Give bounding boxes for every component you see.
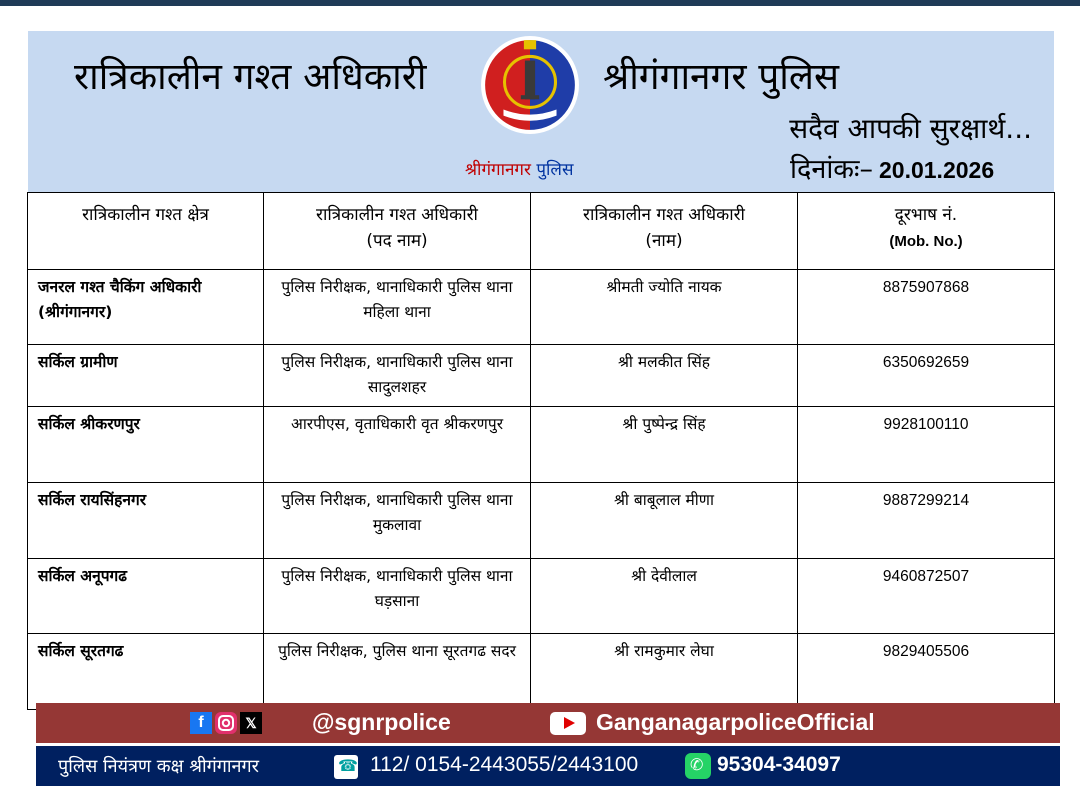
patrol-area-cell: सर्किल श्रीकरणपुर	[28, 407, 264, 483]
mobile-number-cell: 9928100110	[798, 407, 1055, 483]
mobile-number-cell: 9829405506	[798, 634, 1055, 710]
officer-post-cell: पुलिस निरीक्षक, थानाधिकारी पुलिस थाना महिला थाना	[264, 270, 531, 345]
top-border	[0, 0, 1080, 6]
mobile-number-cell: 9887299214	[798, 483, 1055, 559]
whatsapp-number: 95304-34097	[717, 753, 841, 776]
date-line	[790, 149, 994, 186]
officer-post-cell: पुलिस निरीक्षक, थानाधिकारी पुलिस थाना मुकलावा	[264, 483, 531, 559]
patrol-area-cell: सर्किल सूरतगढ	[28, 634, 264, 710]
patrol-area-cell: सर्किल अनूपगढ	[28, 559, 264, 634]
whatsapp-icon	[685, 753, 711, 779]
header-banner	[28, 31, 1054, 192]
patrol-area-cell: सर्किल रायसिंहनगर	[28, 483, 264, 559]
police-emblem-icon	[479, 34, 581, 136]
emblem-caption-blue: पुलिस	[536, 160, 574, 180]
officer-name-cell: श्री पुष्पेन्द्र सिंह	[531, 407, 798, 483]
youtube-channel-name[interactable]: GanganagarpoliceOfficial	[596, 709, 875, 735]
column-header: रात्रिकालीन गश्त क्षेत्र	[28, 193, 264, 270]
table-row	[28, 634, 1055, 710]
column-header: दूरभाष नं. (Mob. No.)	[798, 193, 1055, 270]
officer-post-cell: आरपीएस, वृताधिकारी वृत श्रीकरणपुर	[264, 407, 531, 483]
table-row	[28, 407, 1055, 483]
officer-name-cell: श्री देवीलाल	[531, 559, 798, 634]
social-icons	[190, 703, 265, 743]
page-title: रात्रिकालीन गश्त अधिकारी	[74, 55, 427, 98]
patrol-area-cell: सर्किल ग्रामीण	[28, 345, 264, 407]
phone-numbers: 112/ 0154-2443055/2443100	[370, 753, 639, 776]
officer-name-cell: श्री बाबूलाल मीणा	[531, 483, 798, 559]
table-row	[28, 345, 1055, 407]
officer-post-cell: पुलिस निरीक्षक, थानाधिकारी पुलिस थाना घड़साना	[264, 559, 531, 634]
org-title: श्रीगंगानगर पुलिस	[603, 55, 839, 98]
date-value: 20.01.2026	[879, 157, 995, 183]
table-row	[28, 559, 1055, 634]
mobile-number-cell: 8875907868	[798, 270, 1055, 345]
facebook-icon[interactable]: f	[190, 712, 212, 734]
patrol-officer-table	[27, 192, 1055, 710]
social-media-band	[36, 703, 1060, 743]
control-room-label: पुलिस नियंत्रण कक्ष श्रीगंगानगर	[58, 756, 260, 777]
officer-name-cell: श्री मलकीत सिंह	[531, 345, 798, 407]
emblem-caption-red: श्रीगंगानगर	[465, 160, 531, 180]
phone-icon	[334, 755, 358, 779]
patrol-area-cell: जनरल गश्त चैकिंग अधिकारी (श्रीगंगानगर)	[28, 270, 264, 345]
officer-post-cell: पुलिस निरीक्षक, पुलिस थाना सूरतगढ सदर	[264, 634, 531, 710]
instagram-icon[interactable]	[215, 712, 237, 734]
table-row	[28, 483, 1055, 559]
column-header: रात्रिकालीन गश्त अधिकारी (नाम)	[531, 193, 798, 270]
social-handle[interactable]: @sgnrpolice	[312, 709, 451, 735]
x-icon[interactable]: 𝕏	[240, 712, 262, 734]
officer-name-cell: श्रीमती ज्योति नायक	[531, 270, 798, 345]
mobile-number-cell: 6350692659	[798, 345, 1055, 407]
column-header: रात्रिकालीन गश्त अधिकारी (पद नाम)	[264, 193, 531, 270]
youtube-icon[interactable]	[550, 712, 586, 735]
mobile-number-cell: 9460872507	[798, 559, 1055, 634]
table-row	[28, 270, 1055, 345]
date-label: दिनांकः–	[790, 154, 873, 185]
emblem-caption	[465, 157, 573, 180]
contact-band	[36, 746, 1060, 786]
officer-post-cell: पुलिस निरीक्षक, थानाधिकारी पुलिस थाना सादुलशहर	[264, 345, 531, 407]
officer-name-cell: श्री रामकुमार लेघा	[531, 634, 798, 710]
table-header-row	[28, 193, 1055, 270]
tagline: सदैव आपकी सुरक्षार्थ...	[789, 112, 1032, 145]
